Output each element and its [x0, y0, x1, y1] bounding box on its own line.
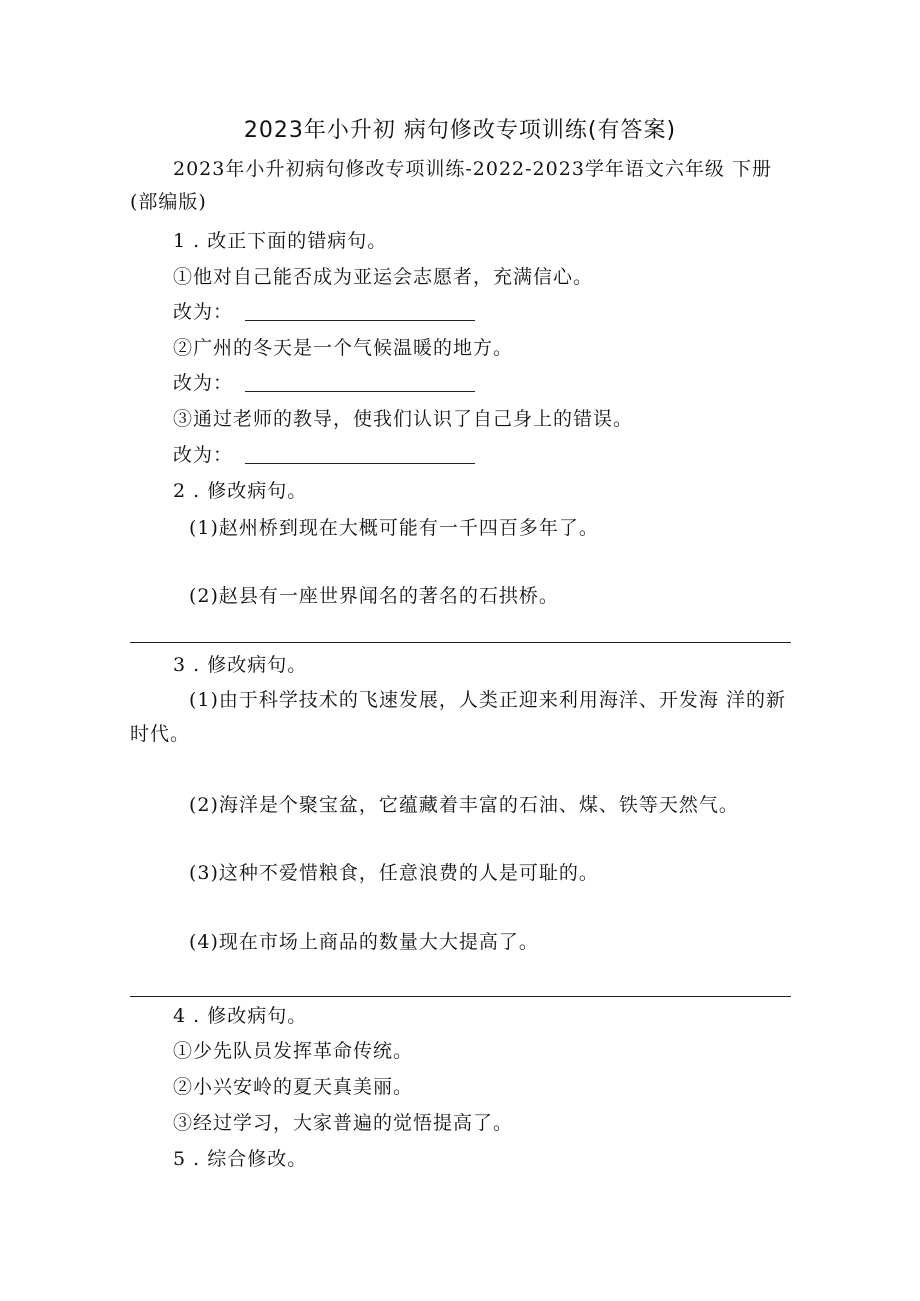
q1-answer-label-1: 改为： [173, 301, 234, 323]
answer-rule-line [130, 642, 791, 643]
q2-item-1: (1)赵州桥到现在大概可能有一千四百多年了。 [189, 517, 599, 539]
q1-item-2: ②广州的冬天是一个气候温暖的地方。 [173, 337, 514, 359]
document-title: 2023年小升初 病句修改专项训练(有答案) [243, 118, 677, 143]
q1-answer-blank-3 [245, 463, 475, 464]
q5-heading: 5 . 综合修改。 [173, 1148, 308, 1170]
q1-answer-label-3: 改为： [173, 444, 234, 466]
subtitle-line-2: (部编版) [130, 191, 207, 213]
q3-item-2: (2)海洋是个聚宝盆，它蕴藏着丰富的石油、煤、铁等天然气。 [189, 794, 739, 816]
q4-item-3: ③经过学习，大家普遍的觉悟提高了。 [173, 1112, 514, 1134]
answer-rule-line [130, 996, 791, 997]
q1-item-3: ③通过老师的教导，使我们认识了自己身上的错误。 [173, 408, 634, 430]
q4-item-2: ②小兴安岭的夏天真美丽。 [173, 1076, 414, 1098]
q1-item-1: ①他对自己能否成为亚运会志愿者，充满信心。 [173, 266, 594, 288]
subtitle-line-1: 2023年小升初病句修改专项训练-2022-2023学年语文六年级 下册 [173, 158, 772, 180]
q1-answer-blank-2 [245, 391, 475, 392]
q3-item-4: (4)现在市场上商品的数量大大提高了。 [189, 931, 539, 953]
q3-heading: 3 . 修改病句。 [173, 654, 308, 676]
q2-heading: 2 . 修改病句。 [173, 480, 308, 502]
q1-heading: 1 . 改正下面的错病句。 [173, 230, 388, 252]
q1-answer-label-2: 改为： [173, 372, 234, 394]
q4-heading: 4 . 修改病句。 [173, 1005, 308, 1027]
q3-item-1-line-2: 时代。 [130, 723, 191, 745]
q3-item-3: (3)这种不爱惜粮食，任意浪费的人是可耻的。 [189, 862, 599, 884]
q3-item-1-line-1: (1)由于科学技术的飞速发展，人类正迎来利用海洋、开发海 洋的新 [189, 689, 786, 711]
q1-answer-blank-1 [245, 320, 475, 321]
q4-item-1: ①少先队员发挥革命传统。 [173, 1040, 414, 1062]
q2-item-2: (2)赵县有一座世界闻名的著名的石拱桥。 [189, 585, 559, 607]
